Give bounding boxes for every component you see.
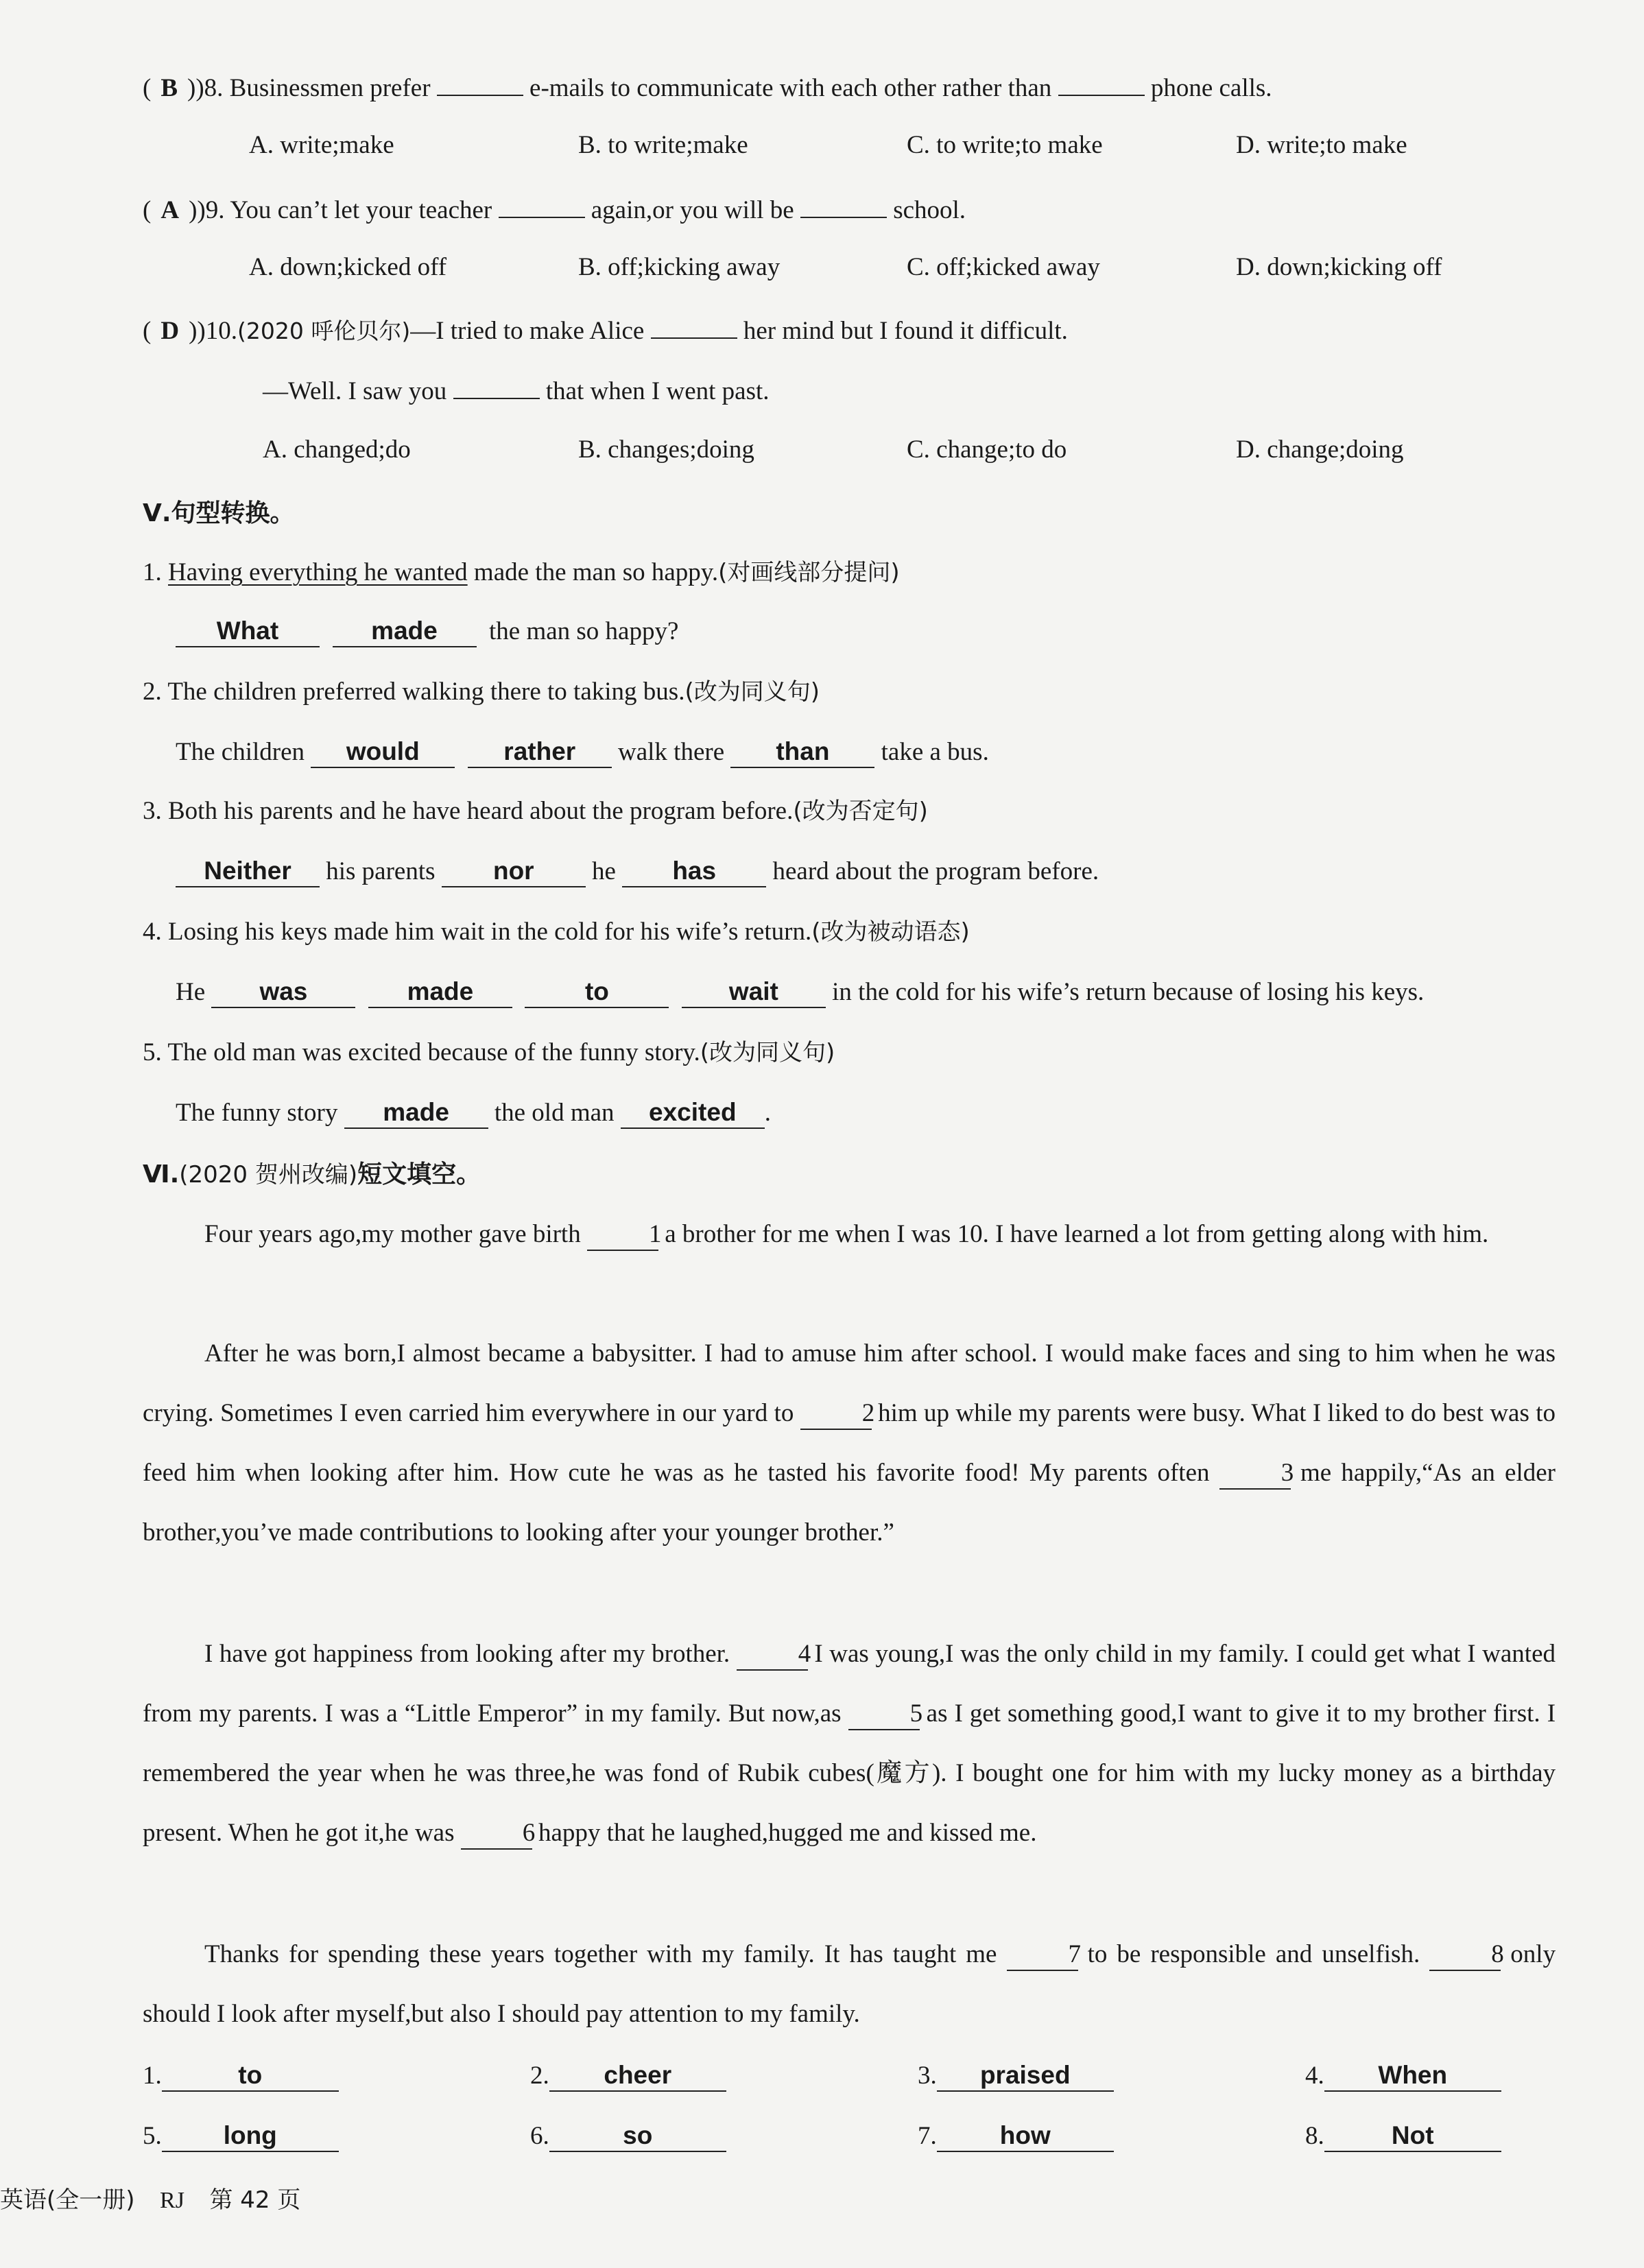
- option[interactable]: D. down;kicking off: [1236, 253, 1442, 281]
- answer-item: 5. long: [143, 2119, 339, 2153]
- passage-paragraph-4: Thanks for spending these years together with my family. It has taught me 7 to be responsible and unselfish. 8 only should I look after myself,but also I should pay attention to my family.: [143, 1940, 1556, 2028]
- answer-blank[interactable]: than: [730, 737, 874, 768]
- blank[interactable]: [651, 337, 737, 339]
- option[interactable]: C. off;kicked away: [907, 253, 1100, 281]
- answer-blank[interactable]: nor: [442, 856, 586, 887]
- s5-item-2: 2. The children preferred walking there to taking bus.(改为同义句): [143, 678, 820, 706]
- question-10-reply: —Well. I saw you that when I went past.: [263, 377, 770, 405]
- answer-blank[interactable]: praised: [937, 2060, 1114, 2092]
- answer-item: 2. cheer: [530, 2059, 726, 2093]
- option[interactable]: B. off;kicking away: [578, 253, 781, 281]
- answer-blank[interactable]: to: [525, 977, 669, 1008]
- option[interactable]: A. changed;do: [263, 435, 411, 464]
- page-footer: [0, 2181, 300, 2215]
- s5-item-5: 5. The old man was excited because of the funny story.(改为同义句): [143, 1038, 835, 1066]
- answer-item: 4. When: [1305, 2059, 1501, 2093]
- s5-answer-1: What made the man so happy?: [176, 614, 678, 649]
- passage-paragraph-1: Four years ago,my mother gave birth 1 a brother for me when I was 10. I have learned a lot from getting along with him.: [143, 1204, 1556, 1264]
- blank[interactable]: [499, 217, 585, 218]
- answer-item: 8. Not: [1305, 2119, 1501, 2153]
- answer-blank[interactable]: made: [333, 616, 477, 647]
- answer-blank[interactable]: would: [311, 737, 455, 768]
- answer-blank[interactable]: When: [1324, 2060, 1501, 2092]
- passage-blank[interactable]: 3: [1219, 1458, 1291, 1490]
- passage-blank[interactable]: 6: [461, 1818, 532, 1850]
- passage-paragraph-2: After he was born,I almost became a babysitter. I had to amuse him after school. I would make faces and sing to him when he was crying. Sometimes I even carried him everywhere in our yard to 2 him up while my parents were busy. What I liked to do best was to feed him when looking after him. How cute he was as he tasted his favorite food! My parents often 3 me happily,“As an elder brother,you’ve made contributions to looking after your younger brother.”: [143, 1339, 1556, 1547]
- page-number: 第 42 页: [209, 2186, 301, 2214]
- option[interactable]: B. changes;doing: [578, 435, 754, 464]
- answer-blank[interactable]: Neither: [176, 856, 320, 887]
- question-10: ( D ))10.(2020 呼伦贝尔)—I tried to make Alice her mind but I found it difficult.: [143, 317, 1068, 345]
- answer-blank[interactable]: was: [211, 977, 355, 1008]
- answer-blank[interactable]: made: [344, 1097, 488, 1129]
- blank[interactable]: [437, 95, 523, 96]
- s5-answer-2: The children would rather walk there than take a bus.: [176, 735, 989, 769]
- section-5-title: Ⅴ.句型转换。: [143, 499, 295, 527]
- s5-item-1: 1. Having everything he wanted made the man so happy.(对画线部分提问): [143, 558, 900, 586]
- footer-subject: 英语(全一册): [0, 2186, 135, 2214]
- blank[interactable]: [800, 217, 887, 218]
- question-8: ( B ))8. Businessmen prefer e-mails to communicate with each other rather than phone calls.: [143, 74, 1272, 102]
- option[interactable]: B. to write;make: [578, 131, 748, 159]
- s5-item-3: 3. Both his parents and he have heard about the program before.(改为否定句): [143, 797, 928, 825]
- footer-edition: RJ: [160, 2188, 184, 2213]
- passage-blank[interactable]: 5: [848, 1699, 920, 1730]
- section-6-title: Ⅵ.(2020 贺州改编)短文填空。: [143, 1160, 481, 1189]
- answer-blank[interactable]: wait: [682, 977, 826, 1008]
- passage-blank[interactable]: 7: [1007, 1939, 1078, 1971]
- option[interactable]: C. to write;to make: [907, 131, 1103, 159]
- s5-answer-3: Neither his parents nor he has heard about the program before.: [176, 855, 1099, 889]
- passage-paragraph-3: I have got happiness from looking after my brother. 4 I was young,I was the only child in my family. I could get what I wanted from my parents. I was a “Little Emperor” in my family. But now,as 5 as I get something good,I want to give it to my brother first. I remembered the year when he was three,he was fond of Rubik cubes(魔方). I bought one for him with my lucky money as a birthday present. When he got it,he was 6 happy that he laughed,hugged me and kissed me.: [143, 1624, 1556, 1863]
- answer-blank[interactable]: Not: [1324, 2121, 1501, 2152]
- blank[interactable]: [453, 398, 540, 399]
- answer-blank[interactable]: made: [368, 977, 512, 1008]
- option[interactable]: A. down;kicked off: [249, 253, 447, 281]
- passage-blank[interactable]: 4: [737, 1639, 808, 1671]
- passage-blank[interactable]: 2: [800, 1398, 872, 1430]
- option[interactable]: C. change;to do: [907, 435, 1067, 464]
- s5-answer-4: He was made to wait in the cold for his wife’s return because of losing his keys.: [176, 975, 1424, 1010]
- answer-blank[interactable]: to: [162, 2060, 339, 2092]
- answer-blank[interactable]: rather: [468, 737, 612, 768]
- s5-item-4: 4. Losing his keys made him wait in the cold for his wife’s return.(改为被动语态): [143, 918, 970, 946]
- answer-item: 1. to: [143, 2059, 339, 2093]
- answer-blank[interactable]: cheer: [549, 2060, 726, 2092]
- option[interactable]: D. write;to make: [1236, 131, 1407, 159]
- passage-blank[interactable]: 8: [1429, 1939, 1501, 1971]
- answer-mark: D: [160, 317, 180, 345]
- answer-mark: A: [160, 196, 180, 224]
- answer-mark: B: [160, 74, 178, 102]
- answer-item: 7. how: [918, 2119, 1114, 2153]
- answer-blank[interactable]: how: [937, 2121, 1114, 2152]
- s5-answer-5: The funny story made the old man excited .: [176, 1096, 771, 1130]
- option[interactable]: A. write;make: [249, 131, 394, 159]
- blank[interactable]: [1058, 95, 1145, 96]
- answer-blank[interactable]: long: [162, 2121, 339, 2152]
- answer-blank[interactable]: has: [622, 856, 766, 887]
- passage-blank[interactable]: 1: [587, 1219, 658, 1251]
- question-9: ( A ))9. You can’t let your teacher again,or you will be school.: [143, 196, 966, 224]
- answer-blank[interactable]: What: [176, 616, 320, 647]
- option[interactable]: D. change;doing: [1236, 435, 1404, 464]
- answer-item: 3. praised: [918, 2059, 1114, 2093]
- answer-item: 6. so: [530, 2119, 726, 2153]
- answer-blank[interactable]: so: [549, 2121, 726, 2152]
- answer-blank[interactable]: excited: [621, 1097, 765, 1129]
